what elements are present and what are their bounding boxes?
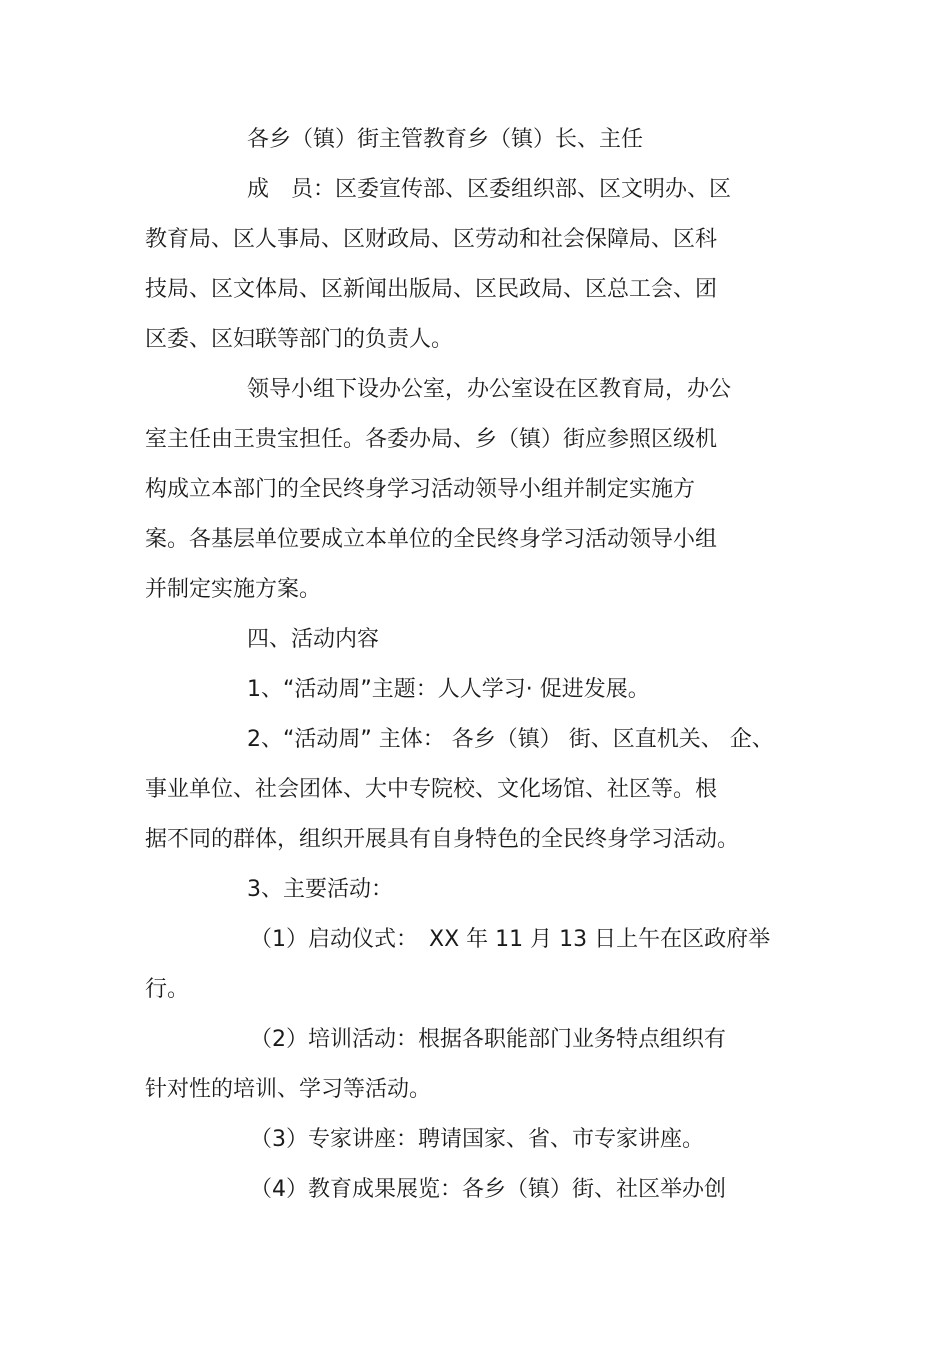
text-line: 案。各基层单位要成立本单位的全民终身学习活动领导小组	[145, 527, 718, 552]
text-line: 区委、区妇联等部门的负责人。	[145, 327, 454, 352]
text-line: 2、“活动周” 主体： 各乡（镇） 街、区直机关、 企、	[247, 727, 774, 752]
text-line: 事业单位、社会团体、大中专院校、文化场馆、社区等。根	[145, 777, 718, 802]
text-line: 构成立本部门的全民终身学习活动领导小组并制定实施方	[145, 477, 696, 502]
text-line: 针对性的培训、学习等活动。	[145, 1077, 432, 1102]
section-heading: 四、活动内容	[247, 627, 380, 652]
text-line: （1）启动仪式： XX 年 11 月 13 日上午在区政府举	[250, 927, 771, 952]
text-line: （4）教育成果展览：各乡（镇）街、社区举办创	[250, 1177, 726, 1202]
text-line: 技局、区文体局、区新闻出版局、区民政局、区总工会、团	[145, 277, 718, 302]
text-line: 成 员：区委宣传部、区委组织部、区文明办、区	[247, 177, 732, 202]
text-line: 1、“活动周”主题：人人学习· 促进发展。	[247, 677, 650, 702]
text-line: 教育局、区人事局、区财政局、区劳动和社会保障局、区科	[145, 227, 718, 252]
text-line: 领导小组下设办公室，办公室设在区教育局，办公	[247, 377, 732, 402]
text-line: 据不同的群体，组织开展具有自身特色的全民终身学习活动。	[145, 827, 740, 852]
text-line: 并制定实施方案。	[145, 577, 322, 602]
text-line: 各乡（镇）街主管教育乡（镇）长、主任	[247, 127, 644, 152]
text-line: 室主任由王贵宝担任。各委办局、乡（镇）街应参照区级机	[145, 427, 718, 452]
text-line: 行。	[145, 977, 190, 1002]
text-line: （2）培训活动：根据各职能部门业务特点组织有	[250, 1027, 726, 1052]
text-line: 3、主要活动：	[247, 877, 393, 902]
text-line: （3）专家讲座：聘请国家、省、市专家讲座。	[250, 1127, 704, 1152]
